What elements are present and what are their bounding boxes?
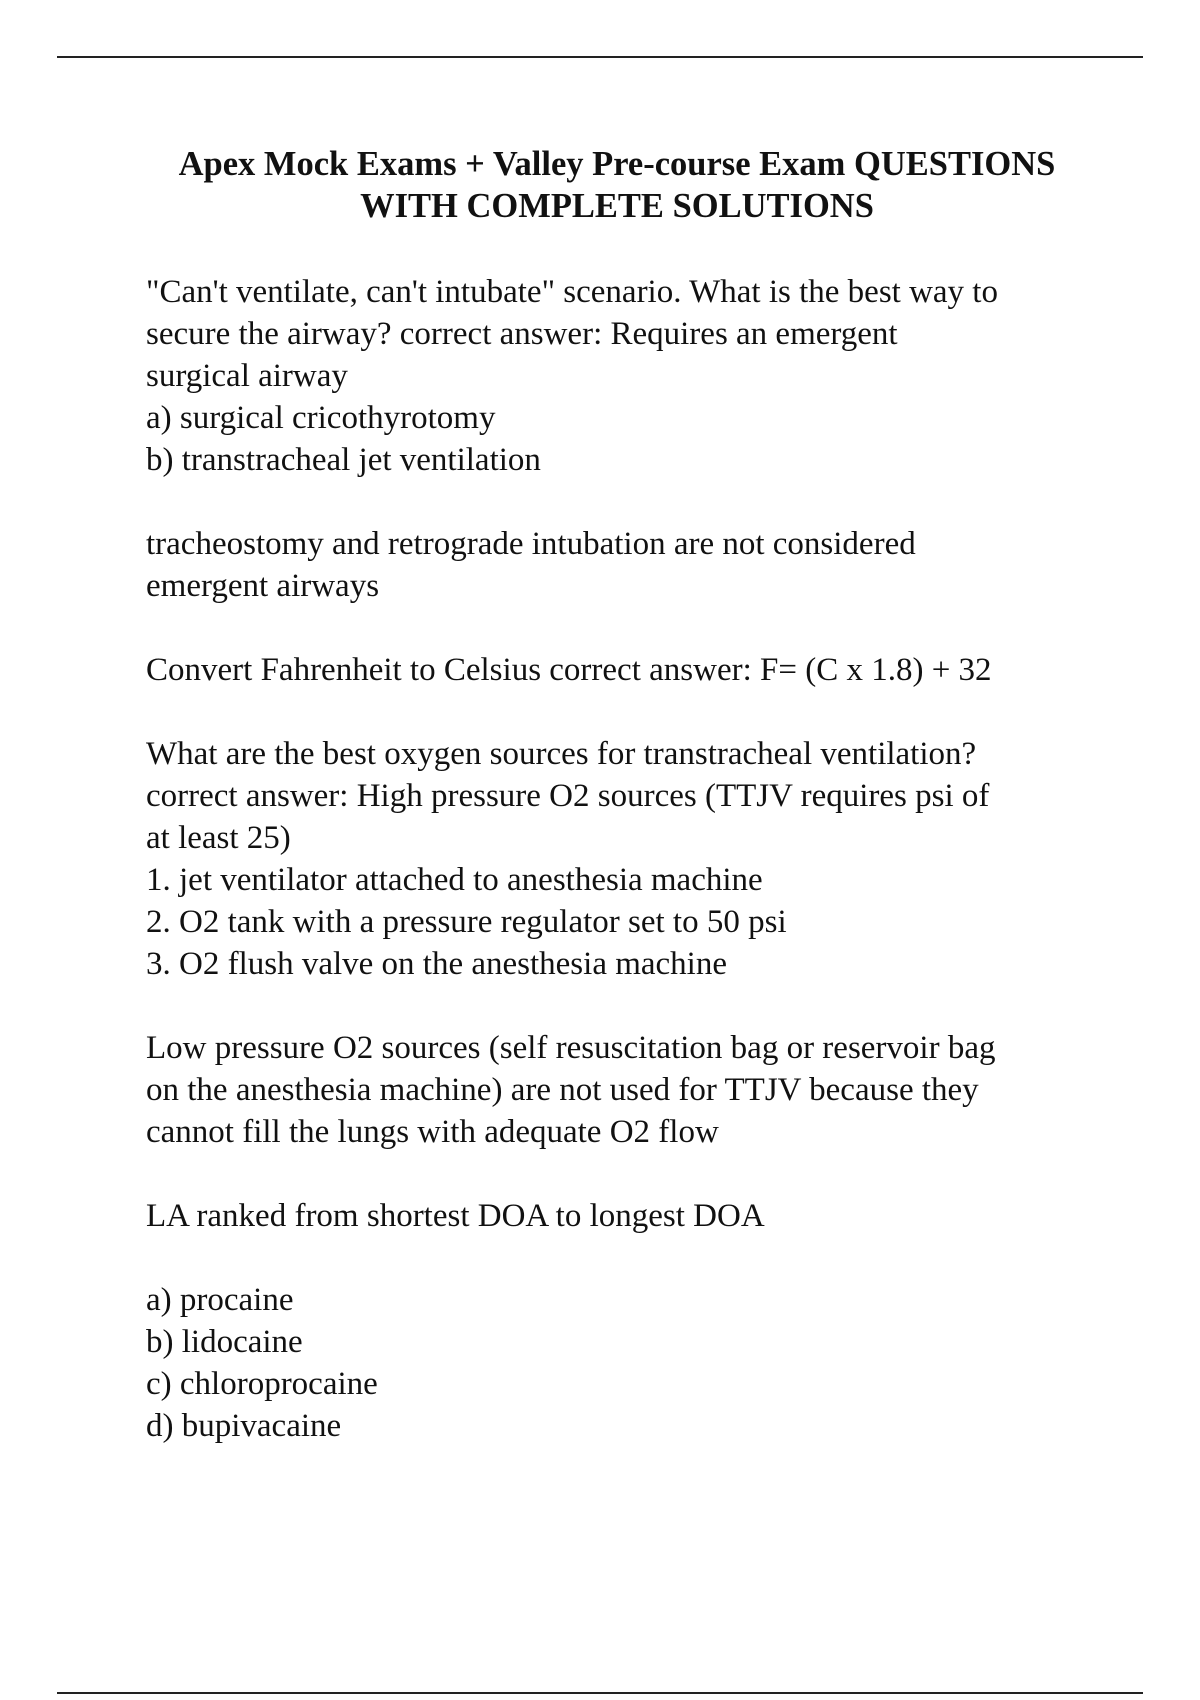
- list-item: a) surgical cricothyrotomy: [146, 400, 496, 436]
- text-line: correct answer: High pressure O2 sources (TTJV requires psi of: [146, 778, 990, 814]
- text-line: LA ranked from shortest DOA to longest DOA: [146, 1198, 765, 1234]
- list-item: d) bupivacaine: [146, 1408, 342, 1444]
- footer-rule: [57, 1692, 1143, 1694]
- text-line: Low pressure O2 sources (self resuscitation bag or reservoir bag: [146, 1030, 996, 1066]
- note-emergent-airways: [146, 523, 1096, 607]
- question-local-anesthetic-ranking: [146, 1195, 1096, 1237]
- document-title: [145, 143, 1089, 227]
- text-line: secure the airway? correct answer: Requires an emergent: [146, 316, 898, 352]
- list-item: c) chloroprocaine: [146, 1366, 378, 1402]
- list-item: b) lidocaine: [146, 1324, 303, 1360]
- text-line: tracheostomy and retrograde intubation are not considered: [146, 526, 916, 562]
- list-item: 1. jet ventilator attached to anesthesia machine: [146, 862, 763, 898]
- document-body: [146, 271, 1096, 1447]
- title-line-1: Apex Mock Exams + Valley Pre-course Exam QUESTIONS: [178, 145, 1056, 183]
- text-line: surgical airway: [146, 358, 348, 394]
- question-temperature-conversion: [146, 649, 1096, 691]
- list-item: b) transtracheal jet ventilation: [146, 442, 541, 478]
- note-low-pressure-sources: [146, 1027, 1096, 1153]
- list-item: 3. O2 flush valve on the anesthesia machine: [146, 946, 727, 982]
- text-line: emergent airways: [146, 568, 380, 604]
- text-line: "Can't ventilate, can't intubate" scenario. What is the best way to: [146, 274, 998, 310]
- title-line-2: WITH COMPLETE SOLUTIONS: [360, 187, 874, 225]
- text-line: on the anesthesia machine) are not used for TTJV because they: [146, 1072, 979, 1108]
- list-item: a) procaine: [146, 1282, 294, 1318]
- question-oxygen-sources: [146, 733, 1096, 985]
- header-rule: [57, 56, 1143, 58]
- text-line: cannot fill the lungs with adequate O2 flow: [146, 1114, 719, 1150]
- answer-options: [146, 1279, 1096, 1447]
- text-line: What are the best oxygen sources for transtracheal ventilation?: [146, 736, 977, 772]
- list-item: 2. O2 tank with a pressure regulator set to 50 psi: [146, 904, 787, 940]
- text-line: Convert Fahrenheit to Celsius correct answer: F= (C x 1.8) + 32: [146, 652, 992, 688]
- question-cant-ventilate: [146, 271, 1096, 481]
- text-line: at least 25): [146, 820, 291, 856]
